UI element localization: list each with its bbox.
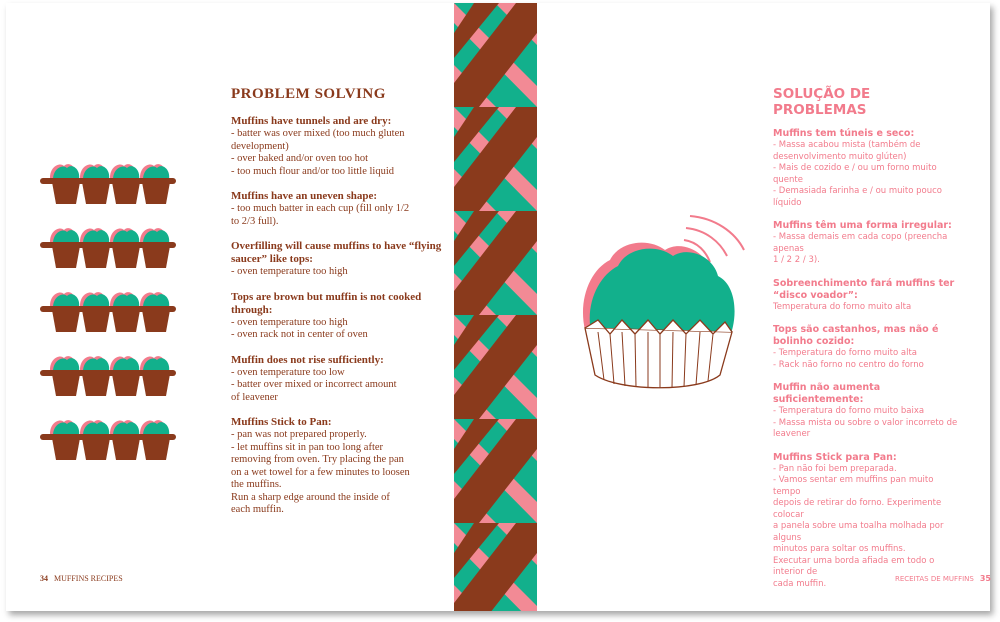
- cause-line: - Demasiada farinha e / ou muito pouco líquido: [773, 186, 942, 208]
- running-head-pt: RECEITAS DE MUFFINS: [895, 575, 974, 583]
- running-head: MUFFINS RECIPES: [54, 574, 123, 583]
- problem-heading: Muffin does not rise sufficiently:: [231, 353, 384, 366]
- cause-line: a panela sobre uma toalha molhada por alguns: [773, 521, 944, 543]
- cause-line: - Massa acabou mista (também de: [773, 140, 921, 150]
- cause-line: - too much batter in each cup (fill only 1/2: [231, 203, 410, 214]
- cause-line: of leavener: [231, 391, 278, 403]
- problem-section: [773, 382, 963, 441]
- cause-line: 1 / 2 2 / 3).: [773, 255, 820, 265]
- cause-line: - pan was not prepared properly.: [231, 429, 367, 440]
- page-number: 34: [40, 574, 48, 583]
- problem-section: [231, 240, 446, 279]
- cause-line: - over baked and/or oven too hot: [231, 153, 369, 164]
- cause-line: leavener: [773, 429, 811, 439]
- cause-line: cada muffin.: [773, 578, 827, 589]
- cause-line: depois de retirar do forno. Experimente colocar: [773, 498, 942, 520]
- cause-line: removing from oven. Try placing the pan: [231, 454, 404, 465]
- cause-line: - batter over mixed or incorrect amount: [231, 379, 397, 390]
- problem-heading: Muffins Stick to Pan:: [231, 416, 332, 428]
- problem-heading: Muffins Stick para Pan:: [773, 451, 897, 463]
- right-page-content: [773, 86, 963, 601]
- cause-line: - oven temperature too high: [231, 316, 348, 328]
- problem-list-pt: [773, 128, 963, 590]
- problem-heading: Tops are brown but muffin is not cooked through:: [231, 290, 422, 316]
- problem-section: [773, 324, 963, 371]
- problem-heading: Muffins have tunnels and are dry:: [231, 115, 392, 127]
- page-title-pt: SOLUÇÃO DE PROBLEMAS: [773, 86, 871, 118]
- cause-line: minutos para soltar os muffins.: [773, 544, 906, 554]
- cause-line: - Mais de cozido e / ou um forno muito quente: [773, 163, 937, 185]
- problem-section: [231, 416, 446, 517]
- cause-line: each muffin.: [231, 504, 284, 515]
- cause-line: - Temperatura do forno muito baixa: [773, 406, 925, 416]
- cause-line: Temperatura do forno muito alta: [773, 301, 912, 312]
- cause-line: on a wet towel for a few minutes to loosen: [231, 466, 410, 478]
- cause-line: - Massa demais em cada copo (preencha apenas: [773, 232, 948, 254]
- cause-line: to 2/3 full).: [231, 215, 279, 227]
- cause-line: Executar uma borda afiada em todo o interior de: [773, 555, 935, 577]
- problem-section: [773, 452, 963, 591]
- muffin-tray-icon: [38, 350, 178, 405]
- problem-section: [231, 354, 446, 405]
- muffin-tray-icon: [38, 158, 178, 213]
- problem-section: [773, 128, 963, 209]
- problem-heading: Muffins têm uma forma irregular:: [773, 220, 952, 231]
- cause-line: Run a sharp edge around the inside of: [231, 491, 390, 503]
- problem-section: [231, 115, 446, 178]
- page-title: PROBLEM SOLVING: [231, 86, 386, 102]
- page-number-pt: 35: [979, 574, 991, 583]
- cause-line: - oven rack not in center of oven: [231, 329, 368, 340]
- problem-section: [231, 291, 446, 342]
- cause-line: the muffins.: [231, 479, 282, 490]
- muffin-tray-icon: [38, 286, 178, 341]
- problem-heading: Muffin não aumenta suficientemente:: [773, 382, 881, 405]
- left-page-content: [231, 86, 446, 529]
- problem-heading: Tops são castanhos, mas não é bolinho cozido:: [773, 324, 939, 347]
- cause-line: - let muffins sit in pan too long after: [231, 441, 384, 453]
- footer-right: [895, 574, 991, 583]
- cause-line: - oven temperature too low: [231, 366, 345, 378]
- cause-line: development): [231, 140, 289, 152]
- cause-line: - Rack não forno no centro do forno: [773, 359, 924, 370]
- problem-heading: Muffins have an uneven shape:: [231, 190, 378, 202]
- problem-section: [773, 278, 963, 314]
- problem-heading: Muffins tem túneis e seco:: [773, 128, 915, 139]
- muffin-tray-icon: [38, 414, 178, 469]
- cause-line: - oven temperature too high: [231, 266, 348, 277]
- problem-heading: Sobreenchimento fará muffins ter “disco voador”:: [773, 277, 955, 301]
- cause-line: - Temperatura do forno muito alta: [773, 348, 917, 358]
- cause-line: - batter was over mixed (too much gluten: [231, 128, 405, 139]
- cause-line: - Pan não foi bem preparada.: [773, 463, 897, 474]
- cause-line: - too much flour and/or too little liquid: [231, 165, 395, 177]
- footer-left: [40, 574, 123, 583]
- problem-section: [231, 190, 446, 228]
- cause-line: - Massa mista ou sobre o valor incorreto de: [773, 417, 958, 428]
- problem-heading: Overfilling will cause muffins to have “flying saucer” like tops:: [231, 240, 442, 265]
- cause-line: desenvolvimento muito glúten): [773, 151, 907, 162]
- cupcake-icon: [580, 210, 750, 405]
- problem-section: [773, 220, 963, 267]
- cause-line: - Vamos sentar em muffins pan muito tempo: [773, 475, 934, 497]
- muffin-tray-icon: [38, 222, 178, 277]
- problem-list: [231, 115, 446, 517]
- woven-stripe-pattern: [454, 3, 537, 611]
